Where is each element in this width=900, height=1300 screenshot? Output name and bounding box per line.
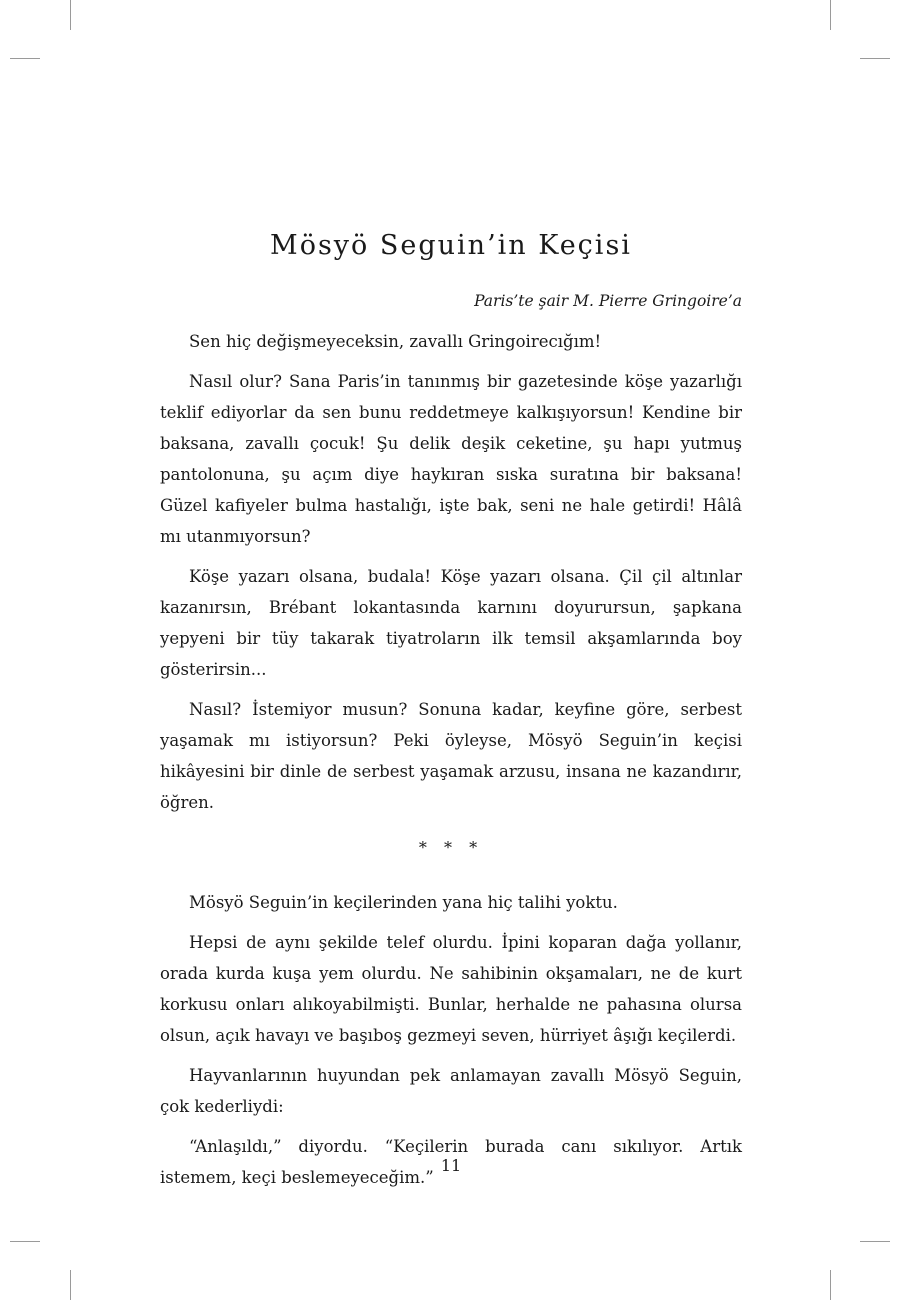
section-break: * * * bbox=[418, 838, 484, 857]
page-number: 11 bbox=[440, 1156, 462, 1175]
paragraph: Mösyö Seguin’in keçilerinden yana hiç talihi yoktu. bbox=[189, 893, 618, 912]
chapter-body bbox=[160, 326, 742, 1202]
paragraph: “Anlaşıldı,” diyordu. “Keçilerin burada canı sıkılıyor. Artık istemem, keçi beslemeyeceğim.” bbox=[160, 1137, 742, 1187]
chapter-title: Mösyö Seguin’in Keçisi bbox=[270, 230, 632, 261]
paragraph: Hepsi de aynı şekilde telef olurdu. İpini koparan dağa yollanır, orada kurda kuşa yem olurdu. Ne sahibinin okşamaları, ne de kurt korkusu onları alıkoyabilmişti. Bunlar, herhalde ne pahasına olursa olsun, açık havayı ve başıboş gezmeyi seven, hürriyet âşığı keçilerdi. bbox=[160, 933, 742, 1045]
chapter-dedication: Paris’te şair M. Pierre Gringoire’a bbox=[474, 292, 742, 310]
book-page bbox=[160, 0, 742, 1300]
paragraph: Sen hiç değişmeyeceksin, zavallı Gringoirecığım! bbox=[189, 332, 602, 351]
paragraph: Nasıl olur? Sana Paris’in tanınmış bir gazetesinde köşe yazarlığı teklif ediyorlar da sen bunu reddetmeye kalkışıyorsun! Kendine bir baksana, zavallı çocuk! Şu delik deşik ceketine, şu hapı yutmuş pantolonuna, şu açım diye haykıran sıska suratına bir baksana! Güzel kafiyeler bulma hastalığı, işte bak, seni ne hale getirdi! Hâlâ mı utanmıyorsun? bbox=[160, 372, 742, 546]
paragraph: Hayvanlarının huyundan pek anlamayan zavallı Mösyö Seguin, çok kederliydi: bbox=[160, 1066, 742, 1116]
crop-mark-top-right-horizontal bbox=[860, 58, 890, 59]
crop-mark-top-left-horizontal bbox=[10, 58, 40, 59]
crop-mark-top-right-vertical bbox=[830, 0, 831, 30]
paragraph: Nasıl? İstemiyor musun? Sonuna kadar, keyfine göre, serbest yaşamak mı istiyorsun? Peki öyleyse, Mösyö Seguin’in keçisi hikâyesini bir dinle de serbest yaşamak arzusu, insana ne kazandırır, öğren. bbox=[160, 700, 742, 812]
paragraph: Köşe yazarı olsana, budala! Köşe yazarı olsana. Çil çil altınlar kazanırsın, Brébant lokantasında karnını doyurursun, şapkana yepyeni bir tüy takarak tiyatroların ilk temsil akşamlarında boy gösterirsin... bbox=[160, 567, 742, 679]
crop-mark-bottom-right-vertical bbox=[830, 1270, 831, 1300]
crop-mark-bottom-left-horizontal bbox=[10, 1241, 40, 1242]
crop-mark-bottom-left-vertical bbox=[70, 1270, 71, 1300]
crop-mark-bottom-right-horizontal bbox=[860, 1241, 890, 1242]
crop-mark-top-left-vertical bbox=[70, 0, 71, 30]
